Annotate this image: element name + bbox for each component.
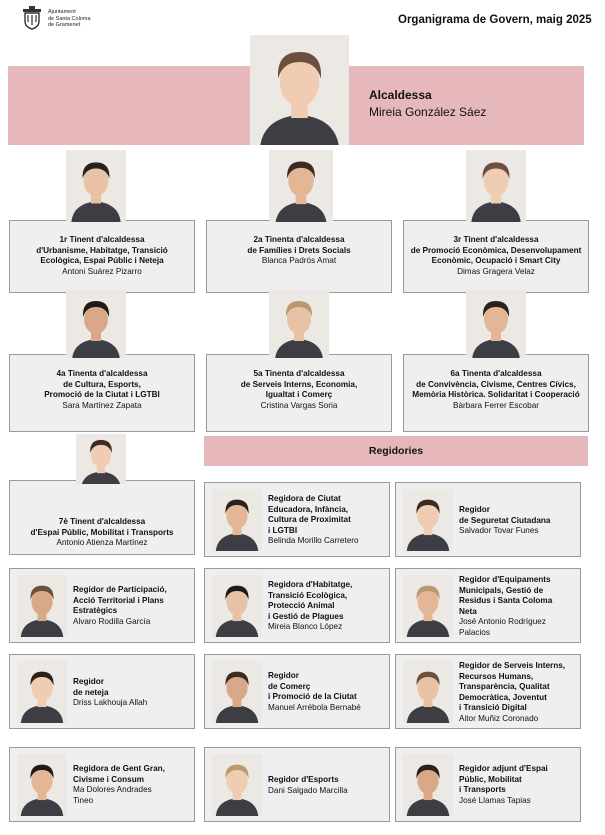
deputy-role-line: 5a Tinenta d'alcaldessa [253, 369, 345, 378]
mayor-info [369, 88, 486, 119]
deputy-photo [466, 150, 526, 222]
councillor-role-line: Regidora de Gent Gran, [73, 764, 165, 773]
councillor-role-line: Regidor de Serveis Interns, [459, 661, 566, 670]
councillor-text [268, 580, 386, 633]
councillor-role-line: Transparència, Qualitat [459, 682, 550, 692]
deputy-photo [269, 290, 329, 358]
councillor-role-line: Regidor de Participació, [73, 585, 167, 594]
deputy-photo [66, 150, 126, 222]
deputy-card [9, 220, 195, 293]
deputy-role-line: de Famílies i Drets Socials [247, 245, 351, 255]
councillor-text [459, 661, 577, 725]
councillor-role-line: Regidor d'Esports [268, 775, 339, 784]
councillor-name: Alvaro Rodilla García [73, 616, 151, 626]
councillor-role-line: de Comerç [268, 681, 311, 691]
coat-of-arms-icon [22, 6, 42, 30]
councillor-name: Ma Dolores Andrades [73, 785, 152, 795]
councillor-role-line: Neta [459, 606, 477, 616]
councillor-photo [212, 489, 262, 551]
mayor-photo [250, 35, 349, 145]
deputy-role-line: Econòmic, Ocupació i Smart City [431, 256, 561, 266]
regidories-header: Regidories [204, 436, 588, 466]
deputy-role-line: de Convivència, Civisme, Centres Cívics, [416, 379, 576, 389]
councillor-text [73, 764, 191, 806]
councillor-role-line: Regidora de Ciutat [268, 494, 341, 503]
deputy-role-line: Igualtat i Comerç [265, 390, 333, 400]
councillor-name: Palacios [459, 627, 490, 637]
mayor-name: Mireia González Sáez [369, 105, 487, 119]
councillor-card [9, 654, 195, 729]
councillor-name: Tineo [73, 795, 94, 805]
councillor-role-line: i Gestió de Plagues [268, 611, 344, 621]
councillor-text [459, 575, 577, 639]
deputy-text [404, 355, 588, 411]
councillor-photo [17, 661, 67, 723]
councillor-photo [403, 489, 453, 551]
councillor-card [395, 568, 581, 643]
deputy-role-line: d'Urbanisme, Habitatge, Transició [36, 245, 168, 255]
councillor-role-line: Protecció Animal [268, 601, 335, 611]
deputy-name: Dimas Gragera Velaz [457, 266, 535, 276]
councillor-role-line: Regidor adjunt d'Espai [459, 764, 548, 773]
councillor-text [268, 671, 386, 713]
councillor-role-line: Cultura de Proximitat [268, 515, 351, 525]
councillor-text [459, 764, 577, 806]
councillor-card [9, 568, 195, 643]
org-name [48, 9, 91, 29]
deputy-text [10, 221, 194, 277]
deputy-text [404, 221, 588, 277]
councillor-card [395, 747, 581, 822]
councillor-role-line: Estratègics [73, 606, 118, 616]
deputy-role-line: Promoció de la Ciutat i LGTBI [44, 390, 160, 400]
councillor-photo [212, 575, 262, 637]
deputy-name: Sara Martínez Zapata [62, 400, 142, 410]
councillor-text [268, 494, 386, 547]
councillor-text [73, 585, 191, 627]
deputy-name: Cristina Vargas Soria [260, 400, 338, 410]
councillor-photo [17, 575, 67, 637]
deputy-name: Antonio Atienza Martínez [56, 538, 148, 548]
deputy-text [207, 221, 391, 267]
deputy-card [403, 354, 589, 432]
deputy-role-line: d'Espai Públic, Mobilitat i Transports [30, 527, 174, 537]
org-line: de Santa Coloma [48, 15, 91, 22]
councillor-role-line: Recursos Humans, [459, 671, 534, 681]
deputy-role-line: 7è Tinent d'alcaldessa [58, 517, 146, 526]
councillor-role-line: Regidor [268, 671, 299, 680]
deputy-role-line: 3r Tinent d'alcaldessa [453, 235, 539, 244]
councillor-name: Aitor Muñiz Coronado [459, 713, 539, 723]
councillor-name: José Antonio Rodríguez [459, 617, 546, 627]
councillor-text [459, 505, 577, 537]
councillor-role-line: Residus i Santa Coloma [459, 596, 553, 606]
councillor-text [73, 677, 191, 709]
councillor-role-line: i Transports [459, 785, 506, 795]
councillor-role-line: Transició Ecològica, [268, 590, 348, 600]
deputy-text [10, 481, 194, 549]
councillor-role-line: Regidor [73, 677, 104, 686]
mayor-role: Alcaldessa [369, 88, 432, 102]
deputy-role-line: de Promoció Econòmica, Desenvolupament [410, 245, 582, 255]
deputy-card [9, 480, 195, 555]
councillor-card [204, 568, 390, 643]
councillor-photo [17, 754, 67, 816]
deputy-card [9, 354, 195, 432]
councillor-role-line: Regidor [459, 505, 490, 514]
deputy-text [10, 355, 194, 411]
councillor-card [395, 482, 581, 557]
deputy-role-line: Memòria Històrica. Solidaritat i Cooperació [412, 390, 580, 400]
deputy-role-line: 2a Tinenta d'alcaldessa [253, 235, 345, 244]
deputy-card [206, 354, 392, 432]
deputy-role-line: 6a Tinenta d'alcaldessa [450, 369, 542, 378]
deputy-role-line: Ecològica, Espai Públic i Neteja [40, 256, 164, 266]
councillor-role-line: i Transició Digital [459, 703, 527, 713]
deputy-photo [466, 290, 526, 358]
councillor-role-line: Educadora, Infància, [268, 504, 349, 514]
councillor-card [395, 654, 581, 729]
org-line: de Gramenet [48, 22, 81, 28]
deputy-role-line: de Cultura, Esports, [63, 379, 141, 389]
councillor-card [9, 747, 195, 822]
councillor-photo [403, 575, 453, 637]
councillor-card [204, 654, 390, 729]
document-title: Organigrama de Govern, maig 2025 [398, 14, 592, 26]
councillor-photo [212, 754, 262, 816]
councillor-role-line: i LGTBI [268, 525, 298, 535]
deputy-role-line: de Serveis Interns, Economia, [240, 379, 358, 389]
councillor-photo [403, 754, 453, 816]
councillor-role-line: Regidor d'Equipaments [459, 575, 551, 584]
councillor-role-line: Regidora d'Habitatge, [268, 580, 353, 589]
deputy-role-line: 4a Tinenta d'alcaldessa [56, 369, 148, 378]
councillor-photo [403, 661, 453, 723]
deputy-name: Antoni Suárez Pizarro [62, 266, 142, 276]
deputy-text [207, 355, 391, 411]
deputy-name: Bàrbara Ferrer Escobar [452, 400, 539, 410]
deputy-photo [269, 150, 333, 222]
councillor-name: Salvador Tovar Funes [459, 526, 539, 536]
councillor-card [204, 482, 390, 557]
deputy-card [403, 220, 589, 293]
councillor-name: Belinda Morillo Carretero [268, 536, 359, 546]
councillor-role-line: de Seguretat Ciutadana [459, 515, 551, 525]
deputy-role-line: 1r Tinent d'alcaldessa [59, 235, 145, 244]
councillor-role-line: Democràtica, Joventut [459, 692, 547, 702]
councillor-name: Mireia Blanco López [268, 622, 343, 632]
deputy-name: Blanca Padrós Amat [261, 256, 337, 266]
councillor-role-line: Civisme i Consum [73, 774, 144, 784]
councillor-name: Manuel Arrébola Bernabé [268, 702, 361, 712]
councillor-role-line: Municipals, Gestió de [459, 585, 544, 595]
councillor-name: Driss Lakhouja Allah [73, 698, 148, 708]
councillor-photo [212, 661, 262, 723]
councillor-role-line: Acció Territorial i Plans [73, 595, 164, 605]
councillor-role-line: i Promoció de la Ciutat [268, 692, 357, 702]
councillor-role-line: Públic, Mobilitat [459, 774, 522, 784]
councillor-name: José Llamas Tapias [459, 795, 531, 805]
deputy-card [206, 220, 392, 293]
councillor-name: Dani Salgado Marcilla [268, 785, 348, 795]
councillor-role-line: de neteja [73, 687, 109, 697]
councillor-card [204, 747, 390, 822]
deputy-photo [66, 290, 126, 358]
deputy-photo [76, 434, 126, 484]
org-line: Ajuntament [48, 9, 76, 15]
councillor-text [268, 775, 386, 796]
